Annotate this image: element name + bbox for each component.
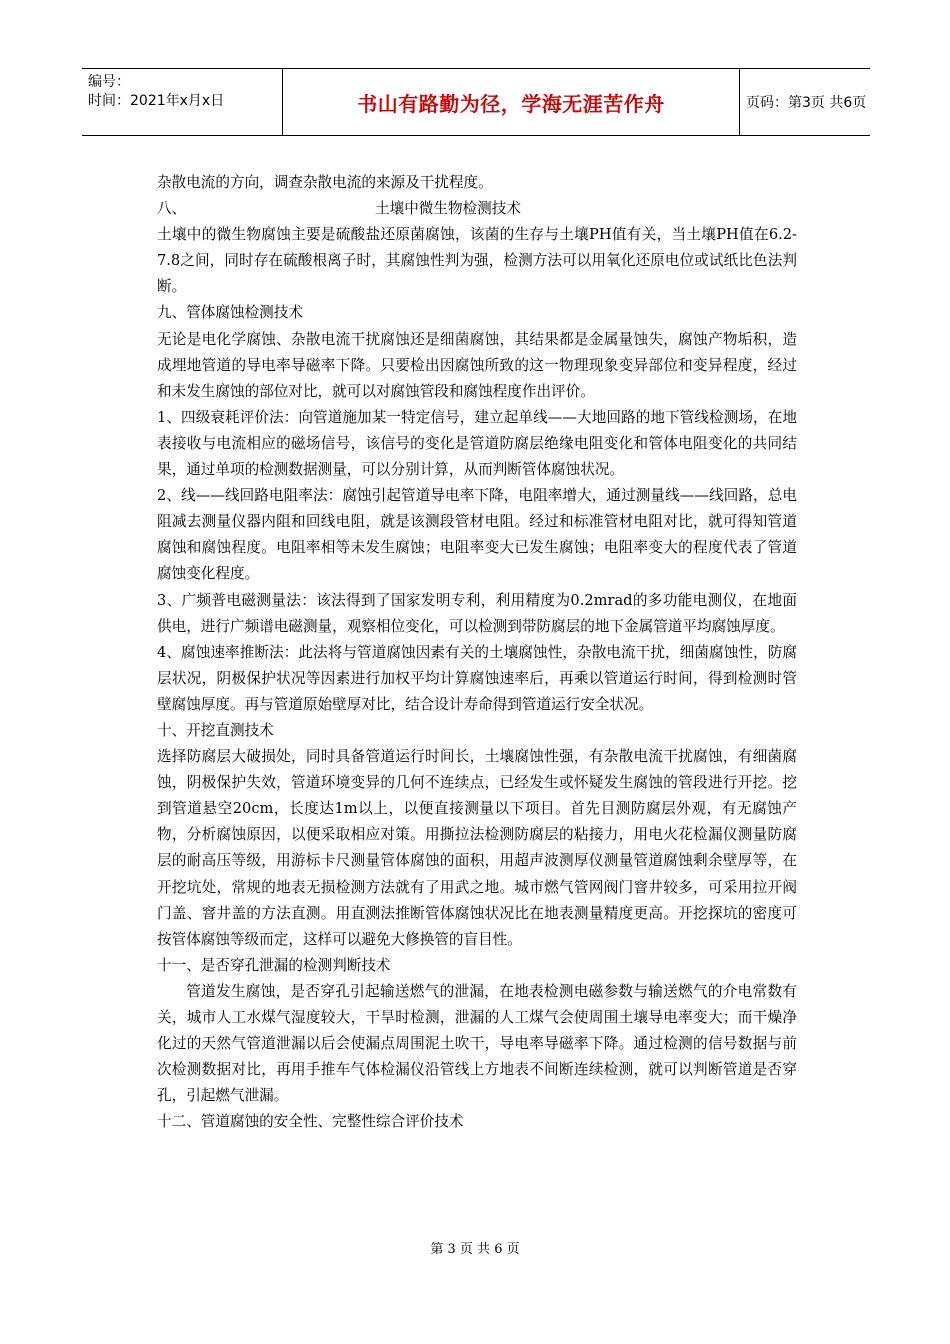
list-item-method-1: 1、四级衰耗评价法：向管道施加某一特定信号，建立起单线——大地回路的地下管线检测场，在地表接收与电流相应的磁场信号，该信号的变化是管道防腐层绝缘电阻变化和管体电阻变化的共同结果，通过单项的检测数据测量，可以分别计算，从而判断管体腐蚀状况。	[157, 408, 797, 479]
section-title: 土壤中微生物检测技术	[375, 200, 521, 218]
document-date-label: 时间：2021年x月x日	[88, 93, 225, 109]
list-item-method-3: 3、广频普电磁测量法：该法得到了国家发明专利，利用精度为0.2mrad的多功能电测仪，在地面供电，进行广频谱电磁测量，观察相位变化，可以检测到带防腐层的地下金属管道平均腐蚀厚度。	[157, 591, 797, 635]
page-footer: 第 3 页 共 6 页	[430, 1242, 520, 1257]
header-page-number: 页码：第3页 共6页	[746, 95, 867, 111]
page-header	[82, 68, 870, 136]
paragraph: 管道发生腐蚀，是否穿孔引起输送燃气的泄漏，在地表检测电磁参数与输送燃气的介电常数有关，城市人工水煤气湿度较大，干旱时检测，泄漏的人工煤气会使周围土壤导电率变大；而干燥净化过的天然气管道泄漏以后会使漏点周围泥土吹干，导电率导磁率下降。通过检测的信号数据与前次检测数据对比，再用手推车气体检漏仪沿管线上方地表不间断连续检测，就可以判断管道是否穿孔，引起燃气泄漏。	[157, 982, 797, 1105]
section-heading-11: 十一、是否穿孔泄漏的检测判断技术	[157, 956, 391, 974]
section-heading-10: 十、开挖直测技术	[157, 721, 274, 739]
paragraph: 无论是电化学腐蚀、杂散电流干扰腐蚀还是细菌腐蚀，其结果都是金属量蚀失，腐蚀产物垢积，造成埋地管道的导电率导磁率下降。只要检出因腐蚀所致的这一物理现象变异部位和变异程度，经过和未发生腐蚀的部位对比，就可以对腐蚀管段和腐蚀程度作出评价。	[157, 330, 797, 400]
header-motto: 书山有路勤为径，学海无涯苦作舟	[357, 91, 665, 116]
document-body	[157, 170, 797, 1135]
paragraph: 杂散电流的方向，调查杂散电流的来源及干扰程度。	[157, 174, 493, 191]
list-item-method-4: 4、腐蚀速率推断法：此法将与管道腐蚀因素有关的土壤腐蚀性，杂散电流干扰，细菌腐蚀性，防腐层状况，阴极保护状况等因素进行加权平均计算腐蚀速率后，再乘以管道运行时间，得到检测时管壁腐蚀厚度。再与管道原始壁厚对比，结合设计寿命得到管道运行安全状况。	[157, 643, 797, 713]
section-heading-9: 九、管体腐蚀检测技术	[157, 304, 303, 322]
document-number-label: 编号：	[88, 74, 130, 90]
list-item-method-2: 2、线——线回路电阻率法：腐蚀引起管道导电率下降，电阻率增大，通过测量线——线回路，总电阻减去测量仪器内阻和回线电阻，就是该测段管材电阻。经过和标准管材电阻对比，就可得知管道腐蚀和腐蚀程度。电阻率相等未发生腐蚀；电阻率变大已发生腐蚀；电阻率变大的程度代表了管道腐蚀变化程度。	[157, 487, 797, 583]
section-number: 八、	[157, 200, 187, 218]
paragraph: 选择防腐层大破损处，同时具备管道运行时间长，土壤腐蚀性强，有杂散电流干扰腐蚀，有细菌腐蚀，阴极保护失效，管道环境变异的几何不连续点，已经发生或怀疑发生腐蚀的管段进行开挖。挖到管道悬空20cm，长度达1m以上，以便直接测量以下项目。首先目测防腐层外观，有无腐蚀产物，分析腐蚀原因，以便采取相应对策。用撕拉法检测防腐层的粘接力，用电火花检漏仪测量防腐层的耐高压等级，用游标卡尺测量管体腐蚀的面积，用超声波测厚仪测量管道腐蚀剩余壁厚等，在开挖坑处，常规的地表无损检测方法就有了用武之地。城市燃气管网阀门窨井较多，可采用拉开阀门盖、窨井盖的方法直测。用直测法推断管体腐蚀状况比在地表测量精度更高。开挖探坑的密度可按管体腐蚀等级而定，这样可以避免大修换管的盲目性。	[157, 748, 797, 948]
paragraph: 土壤中的微生物腐蚀主要是硫酸盐还原菌腐蚀，该菌的生存与土壤PH值有关，当土壤PH值在6.2-7.8之间，同时存在硫酸根离子时，其腐蚀性判为强，检测方法可以用氧化还原电位或试纸比色法判断。	[157, 226, 797, 296]
section-heading-12: 十二、管道腐蚀的安全性、完整性综合评价技术	[157, 1113, 464, 1131]
header-meta	[88, 73, 224, 111]
section-heading-8	[157, 196, 797, 222]
header-motto-cell	[282, 69, 740, 135]
